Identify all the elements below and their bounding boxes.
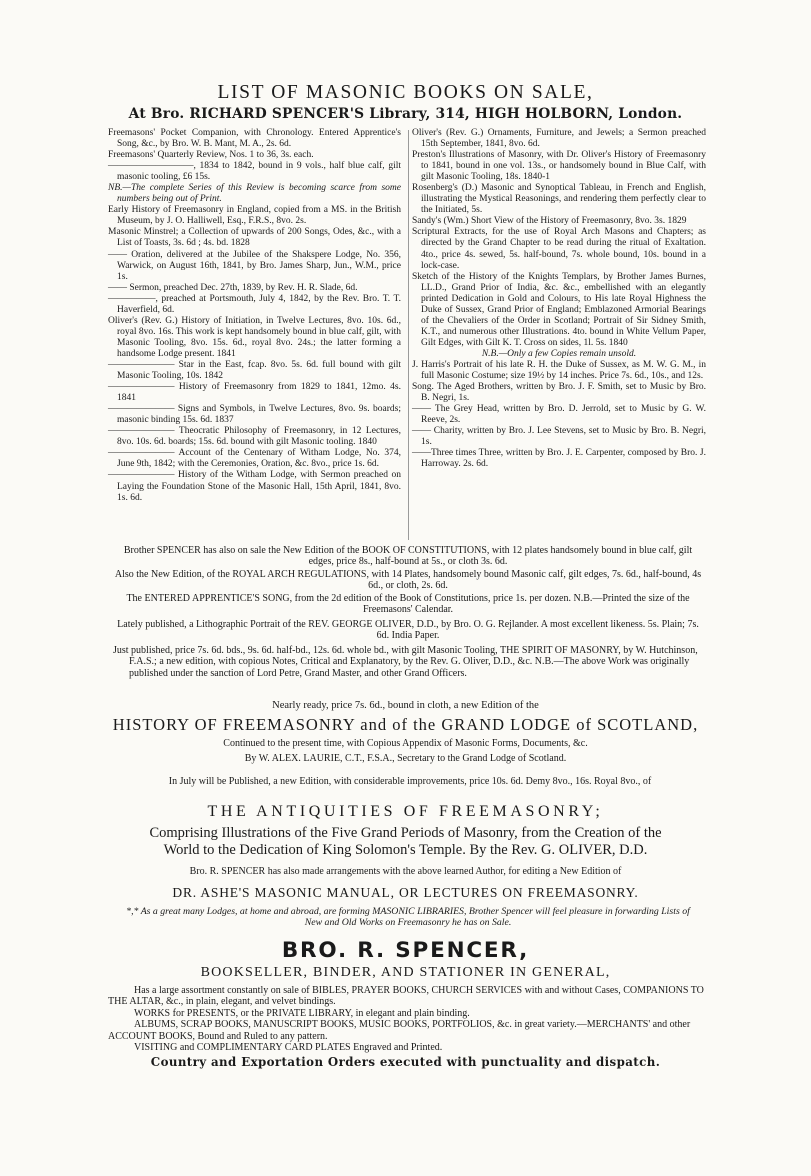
book-entry: —— The Grey Head, written by Bro. D. Jerrold, set to Music by G. W. Reeve, 2s. bbox=[412, 404, 706, 426]
ashe-intro: Bro. R. SPENCER has also made arrangements with the above learned Author, for editing a New Edition of bbox=[189, 866, 622, 877]
book-entry: Sandy's (Wm.) Short View of the History of Freemasonry, 8vo. 3s. 1829 bbox=[412, 216, 687, 227]
left-book-column bbox=[108, 128, 401, 504]
scotland-heading: HISTORY OF FREEMASONRY and of the GRAND LODGE of SCOTLAND, bbox=[112, 715, 699, 734]
footer-trade: BOOKSELLER, BINDER, AND STATIONER IN GENERAL, bbox=[200, 965, 611, 980]
book-entry: Freemasons' Quarterly Review, Nos. 1 to 36, 3s. each. bbox=[108, 150, 314, 161]
book-entry: —— Sermon, preached Dec. 27th, 1839, by Rev. H. R. Slade, 6d. bbox=[108, 282, 358, 293]
book-entry: ——————— Account of the Centenary of Witham Lodge, No. 374, June 9th, 1842; with the Ceremonies, Oration, &c. 8vo., price 1s. 6d. bbox=[108, 448, 401, 470]
footer-details bbox=[108, 985, 704, 1053]
footer-name: BRO. R. SPENCER, bbox=[281, 938, 530, 963]
book-entry: Masonic Minstrel; a Collection of upwards of 200 Songs, Odes, &c., with a List of Toasts, 3s. 6d ; 4s. bd. 1828 bbox=[108, 227, 401, 249]
library-address: At Bro. RICHARD SPENCER'S Library, 314, HIGH HOLBORN, London. bbox=[128, 106, 683, 122]
notice-constitutions: Brother SPENCER has also on sale the New Edition of the BOOK OF CONSTITUTIONS, with 12 plates handsomely bound in blue calf, gilt edges, price 8s., half-bound at 5s., or cloth 3s. 6d. bbox=[123, 545, 693, 568]
right-book-column bbox=[412, 128, 706, 470]
book-entry: Freemasons' Pocket Companion, with Chronology. Entered Apprentice's Song, &c., by Bro. W. B. Mant, M. A., 2s. 6d. bbox=[108, 128, 401, 150]
footer-closing: Country and Exportation Orders executed with punctuality and dispatch. bbox=[150, 1055, 661, 1069]
book-entry: Early History of Freemasonry in England, copied from a MS. in the British Museum, by J. O. Halliwell, Esq., F.R.S., 8vo. 2s. bbox=[108, 205, 401, 227]
footer-line: WORKS for PRESENTS, or the PRIVATE LIBRARY, in elegant and plain binding. bbox=[134, 1007, 470, 1019]
book-entry: Scriptural Extracts, for the use of Royal Arch Masons and Chapters; as directed by the Grand Chapter to be read during the ritual of Exaltation. 4to., price 4s. sewed, 5s. half-bound, 7s. whole bound, 10s. bound in a lock-case. bbox=[412, 227, 706, 271]
notice-portrait: Lately published, a Lithographic Portrait of the REV. GEORGE OLIVER, D.D., by Bro. O. G. Rejlander. A most excellent likeness. 5s. Plain; 7s. 6d. India Paper. bbox=[117, 619, 699, 642]
column-divider bbox=[408, 130, 409, 540]
antiquities-intro: In July will be Published, a new Edition, with considerable improvements, price 10s. 6d. Demy 8vo., 16s. Royal 8vo., of bbox=[168, 776, 652, 787]
ashe-note: *,* As a great many Lodges, at home and abroad, are forming MASONIC LIBRARIES, Brother Spencer will feel pleasure in forwarding Lists of New and Old Works on Freemasonry he has on Sale. bbox=[126, 906, 690, 929]
book-entry: ——————— Signs and Symbols, in Twelve Lectures, 8vo. 9s. boards; masonic binding 15s. 6d. 1837 bbox=[108, 404, 401, 426]
book-entry: ——————— History of the Witham Lodge, with Sermon preached on Laying the Foundation Stone of the Masonic Hall, 15th April, 1841, 8vo. 1s. 6d. bbox=[108, 470, 401, 503]
book-entry: —————————, 1834 to 1842, bound in 9 vols., half blue calf, gilt masonic tooling, £6 15s. bbox=[108, 161, 401, 183]
book-note: NB.—The complete Series of this Review is becoming scarce from some numbers being out of Print. bbox=[108, 183, 401, 205]
antiquities-description-2: World to the Dedication of King Solomon's Temple. By the Rev. G. OLIVER, D.D. bbox=[163, 842, 648, 858]
footer-line: VISITING and COMPLIMENTARY CARD PLATES Engraved and Printed. bbox=[134, 1042, 443, 1054]
book-entry: Preston's Illustrations of Masonry, with Dr. Oliver's History of Freemasonry to 1841, bound in one vol. 13s., or handsomely bound in Blue Calf, with gilt Masonic Tooling, 18s. 1840-1 bbox=[412, 150, 706, 183]
book-entry: —— Charity, written by Bro. J. Lee Stevens, set to Music by Bro. B. Negri, 1s. bbox=[412, 426, 706, 448]
book-entry: Sketch of the History of the Knights Templars, by Brother James Burnes, LL.D., Grand Prior of India, &c. &c., embellished with an elegantly printed Dedication in Gold and Colours, to His late Royal Highness the Duke of Sussex, Grand Prior of England; Emblazoned Armorial Bearings of the Chevaliers of the Order in Scotland; Portrait of Sir Sidney Smith, K.T., and numerous other Illustrations. 4to. bound in White Vellum Paper, Gilt Edges, with Gilt K. T. Cross on sides, 1l. 5s. 1840 bbox=[412, 271, 706, 348]
book-entry: —— Oration, delivered at the Jubilee of the Shakspere Lodge, No. 356, Warwick, on August 16th, 1841, by Bro. James Sharp, Jun., W.M., price 1s. bbox=[108, 249, 401, 282]
page-title: LIST OF MASONIC BOOKS ON SALE, bbox=[217, 82, 594, 103]
notice-spirit-of-masonry: Just published, price 7s. 6d. bds., 9s. 6d. half-bd., 12s. 6d. whole bd., with gilt Masonic Tooling, THE SPIRIT OF MASONRY, by W. Hutchinson, F.A.S.; a new edition, with copious Notes, Critical and Explanatory, by the Rev. G. Oliver, D.D., &c. N.B.—The above Work was originally published under the sanction of Lord Petre, Grand Master, and other Grand Officers. bbox=[113, 645, 698, 679]
notice-royal-arch: Also the New Edition, of the ROYAL ARCH REGULATIONS, with 14 Plates, handsomely bound Masonic calf, gilt edges, 7s. 6d., half-bound, 4s 6d., or cloth, 2s. 6d. bbox=[114, 569, 702, 592]
ashe-heading: DR. ASHE'S MASONIC MANUAL, OR LECTURES ON FREEMASONRY. bbox=[172, 885, 639, 900]
book-entry: —————, preached at Portsmouth, July 4, 1842, by the Rev. Bro. T. T. Haverfield, 6d. bbox=[108, 293, 401, 315]
book-entry: Oliver's (Rev. G.) History of Initiation, in Twelve Lectures, 8vo. 10s. 6d., royal 8vo. 16s. This work is kept handsomely bound in blue calf, gilt, with Masonic Tooling, 8vo. 15s. 6d., royal 8vo. 24s.; the latter forming a handsome Lodge present. 1841 bbox=[108, 315, 401, 359]
book-entry: Oliver's (Rev. G.) Ornaments, Furniture, and Jewels; a Sermon preached 15th September, 1841, 8vo. 6d. bbox=[412, 128, 706, 150]
footer-line: Has a large assortment constantly on sale of BIBLES, PRAYER BOOKS, CHURCH SERVICES with and without Cases, COMPANIONS TO THE ALTAR, &c., in plain, elegant, and velvet bindings. bbox=[108, 985, 704, 1008]
scotland-intro: Nearly ready, price 7s. 6d., bound in cloth, a new Edition of the bbox=[272, 700, 539, 711]
notice-apprentice-song: The ENTERED APPRENTICE'S SONG, from the 2d edition of the Book of Constitutions, price 1s. per dozen. N.B.—Printed the size of the Freemasons' Calendar. bbox=[126, 593, 690, 616]
book-note: N.B.—Only a few Copies remain unsold. bbox=[481, 348, 637, 359]
book-entry: Song. The Aged Brothers, written by Bro. J. F. Smith, set to Music by Bro. B. Negri, 1s. bbox=[412, 382, 706, 404]
book-entry: J. Harris's Portrait of his late R. H. the Duke of Sussex, as M. W. G. M., in full Masonic Costume; size 19½ by 14 inches. Price 7s. 6d., 10s., and 12s. bbox=[412, 359, 706, 382]
book-entry: ——————— Theocratic Philosophy of Freemasonry, in 12 Lectures, 8vo. 10s. 6d. boards; 15s. 6d. bound with gilt Masonic tooling. 1840 bbox=[108, 426, 401, 448]
book-entry: ——————— History of Freemasonry from 1829 to 1841, 12mo. 4s. 1841 bbox=[108, 382, 401, 404]
footer-line: ALBUMS, SCRAP BOOKS, MANUSCRIPT BOOKS, MUSIC BOOKS, PORTFOLIOS, &c. in great variety.—MERCHANTS' and other ACCOUNT BOOKS, Bound and Ruled to any pattern. bbox=[108, 1019, 691, 1042]
scotland-line-2: By W. ALEX. LAURIE, C.T., F.S.A., Secretary to the Grand Lodge of Scotland. bbox=[244, 753, 567, 764]
book-entry: Rosenberg's (D.) Masonic and Synoptical Tableau, in French and English, illustrating the Mystical Reasonings, and rendering them perfectly clear to the Initiated, 5s. bbox=[412, 183, 706, 216]
antiquities-description-1: Comprising Illustrations of the Five Grand Periods of Masonry, from the Creation of the bbox=[149, 825, 662, 841]
scotland-line-1: Continued to the present time, with Copious Appendix of Masonic Forms, Documents, &c. bbox=[223, 738, 588, 749]
antiquities-heading: THE ANTIQUITIES OF FREEMASONRY; bbox=[207, 803, 604, 820]
book-entry: ——————— Star in the East, fcap. 8vo. 5s. 6d. full bound with gilt Masonic Tooling, 10s. 1842 bbox=[108, 359, 401, 382]
book-entry: ——Three times Three, written by Bro. J. E. Carpenter, composed by Bro. J. Harroway. 2s. 6d. bbox=[412, 448, 706, 470]
